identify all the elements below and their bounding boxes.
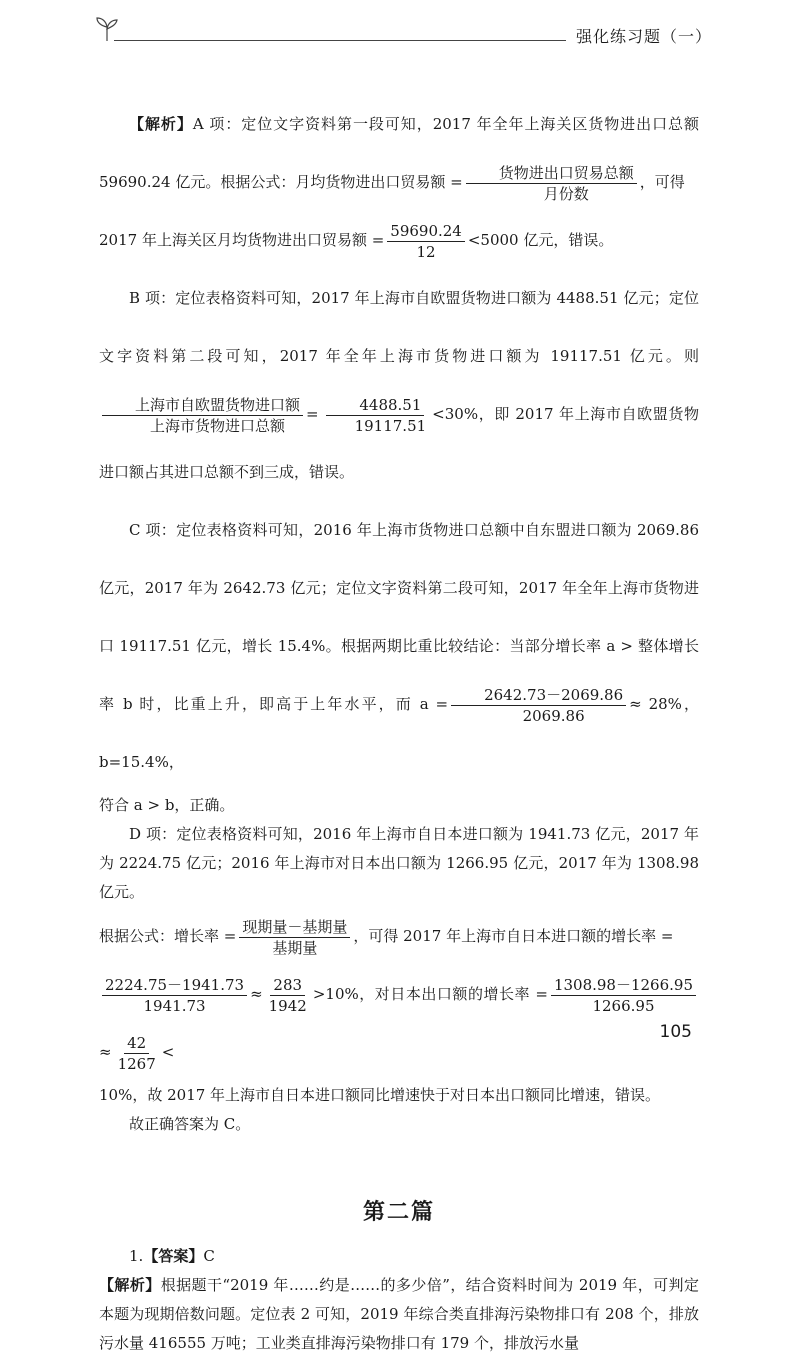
paragraph-b: B 项：定位表格资料可知，2017 年上海市自欧盟货物进口额为 4488.51 亿元；定位文字资料第二段可知，2017 年全年上海市货物进口额为 19117.51 亿元。则 $\frac{\text{上海市自欧盟货物进口额}}{\text{上海市货物进口总额}}$ = $\frac{4488.51}{19117.51}$ <30%，即 2017 年上海市自欧盟货物进口额占其进口总额不到三成，错误。: [99, 289, 699, 481]
fraction: $\frac{2224.75-1941.73}{1941.73}$: [102, 975, 247, 1016]
paragraph-a: 【解析】A 项：定位文字资料第一段可知，2017 年全年上海关区货物进出口总额 59690.24 亿元。根据公式：月均货物进出口贸易额 = $\frac{\text{货物进出口贸易总额}}{\text{月份数}}$ ，可得: [99, 115, 699, 203]
analysis-tag: 【解析】: [129, 115, 193, 133]
header-title: 强化练习题（一）: [575, 27, 712, 46]
header-rule: [114, 40, 566, 41]
section-title: 第二篇: [362, 1199, 435, 1225]
running-header: [92, 14, 712, 44]
paragraph-d-calc: $\frac{2224.75-1941.73}{1941.73}$ ≈ $\frac{283}{1942}$ >10%，对日本出口额的增长率 = $\frac{1308.98-1266.95}{1266.95}$ ≈ $\frac{42}{1267}$ <: [99, 965, 699, 1081]
fraction: $\frac{\text{货物进出口贸易总额}}{\text{月份数}}$: [466, 163, 637, 204]
fraction: $\frac{2642.73-2069.86}{2069.86}$: [451, 685, 626, 726]
answer-tag: 【答案】: [143, 1247, 204, 1265]
fraction: $\frac{42}{1267}$: [117, 1033, 156, 1073]
page-content: [99, 95, 699, 1358]
paragraph-c: C 项：定位表格资料可知，2016 年上海市货物进口总额中自东盟进口额为 2069.86 亿元，2017 年为 2642.73 亿元；定位文字资料第二段可知，2017 年全年上海市货物进口 19117.51 亿元，增长 15.4%。根据两期比重比较结论：当部分增长率 a > 整体增长率 b 时，比重上升，即高于上年水平，而 a = $\frac{2642.73-2069.86}{2069.86}$ ≈ 28%，b=15.4%，: [99, 521, 699, 771]
fraction: $\frac{59690.24}{12}$: [387, 221, 465, 262]
page-number: 105: [659, 1022, 692, 1042]
paragraph-a-cont: 2017 年上海关区月均货物进出口贸易额 = $\frac{59690.24}{12}$ <5000 亿元，错误。: [99, 221, 614, 261]
question-1-analysis: 【解析】根据题干“2019 年……约是……的多少倍”，结合资料时间为 2019 年，可判定本题为现期倍数问题。定位表 2 可知，2019 年综合类直排海污染物排口有 208 个，排放污水量 416555 万吨；工业类直排海污染物排口有 179 个，排放污水量: [99, 1276, 699, 1352]
paragraph-d: D 项：定位表格资料可知，2016 年上海市自日本进口额为 1941.73 亿元，2017 年为 2224.75 亿元；2016 年上海市对日本出口额为 1266.95 亿元，2017 年为 1308.98 亿元。: [99, 825, 699, 901]
fraction: $\frac{4488.51}{19117.51}$: [322, 395, 430, 436]
paragraph-c-cont: 符合 a > b，正确。: [99, 796, 235, 814]
paragraph-d-formula: 根据公式：增长率 = $\frac{\text{现期量－基期量}}{\text{基期量}}$ ，可得 2017 年上海市自日本进口额的增长率 =: [99, 917, 674, 957]
fraction: $\frac{\text{上海市自欧盟货物进口额}}{\text{上海市货物进口总额}}$: [102, 395, 303, 436]
analysis-tag: 【解析】: [99, 1276, 161, 1294]
fraction: $\frac{\text{现期量－基期量}}{\text{基期量}}$: [239, 917, 350, 958]
fraction: $\frac{1308.98-1266.95}{1266.95}$: [551, 975, 696, 1016]
fraction: $\frac{283}{1942}$: [268, 975, 307, 1015]
answer-line: 故正确答案为 C。: [129, 1115, 251, 1133]
question-1-answer: 1.【答案】C: [129, 1247, 215, 1265]
paragraph-d-cont: 10%，故 2017 年上海市自日本进口额同比增速快于对日本出口额同比增速，错误。: [99, 1086, 661, 1104]
